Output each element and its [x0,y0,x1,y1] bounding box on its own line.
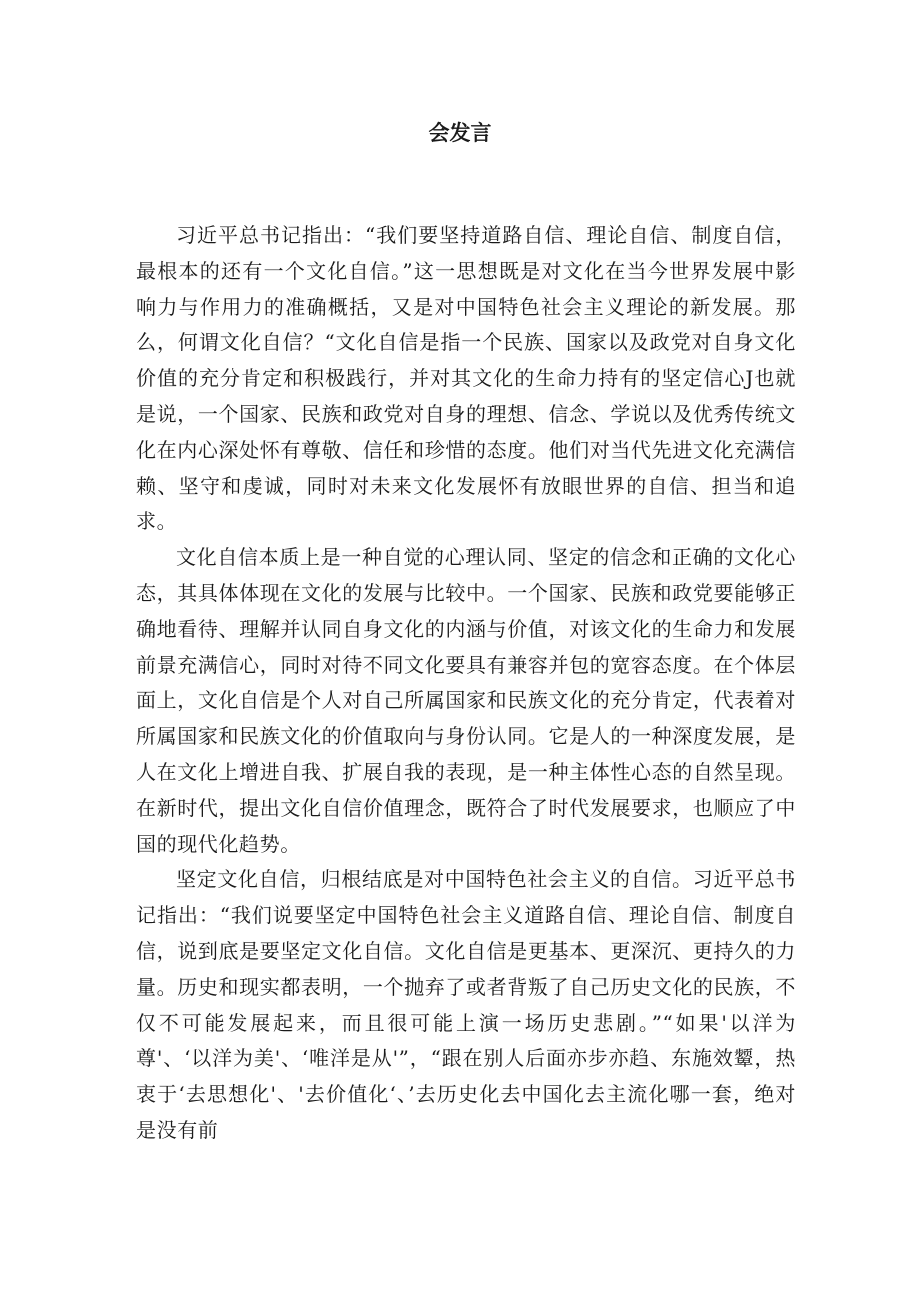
paragraph-2: 文化自信本质上是一种自觉的心理认同、坚定的信念和正确的文化心态，其具体体现在文化的发展与比较中。一个国家、民族和政党要能够正确地看待、理解并认同自身文化的内涵与价值，对该文化的生命力和发展前景充满信心，同时对待不同文化要具有兼容并包的宽容态度。在个体层面上，文化自信是个人对自己所属国家和民族文化的充分肯定，代表着对所属国家和民族文化的价值取向与身份认同。它是人的一种深度发展，是人在文化上增进自我、扩展自我的表现，是一种主体性心态的自然呈现。在新时代，提出文化自信价值理念，既符合了时代发展要求，也顺应了中国的现代化趋势。 [136,545,796,856]
paragraph-1: 习近平总书记指出：“我们要坚持道路自信、理论自信、制度自信，最根本的还有一个文化自信。”这一思想既是对文化在当今世界发展中影响力与作用力的准确概括，又是对中国特色社会主义理论的新发展。那么，何谓文化自信？“文化自信是指一个民族、国家以及政党对自身文化价值的充分肯定和积极践行，并对其文化的生命力持有的坚定信心J也就是说，一个国家、民族和政党对自身的理想、信念、学说以及优秀传统文化在内心深处怀有尊敬、信任和珍惜的态度。他们对当代先进文化充满信赖、坚守和虔诚，同时对未来文化发展怀有放眼世界的自信、担当和追求。 [136,223,796,534]
paragraph-3: 坚定文化自信，归根结底是对中国特色社会主义的自信。习近平总书记指出：“我们说要坚定中国特色社会主义道路自信、理论自信、制度自信，说到底是要坚定文化自信。文化自信是更基本、更深沉、更持久的力量。历史和现实都表明，一个抛弃了或者背叛了自己历史文化的民族，不仅不可能发展起来，而且很可能上演一场历史悲剧。”“如果'以洋为尊'、‘以洋为美'、‘唯洋是从'”，“跟在别人后面亦步亦趋、东施效颦，热衷于‘去思想化'、'去价值化‘、’去历史化去中国化去主流化哪一套，绝对是没有前 [136,867,796,1142]
document-title: 会发言 [428,121,492,145]
document-body [136,218,796,1149]
